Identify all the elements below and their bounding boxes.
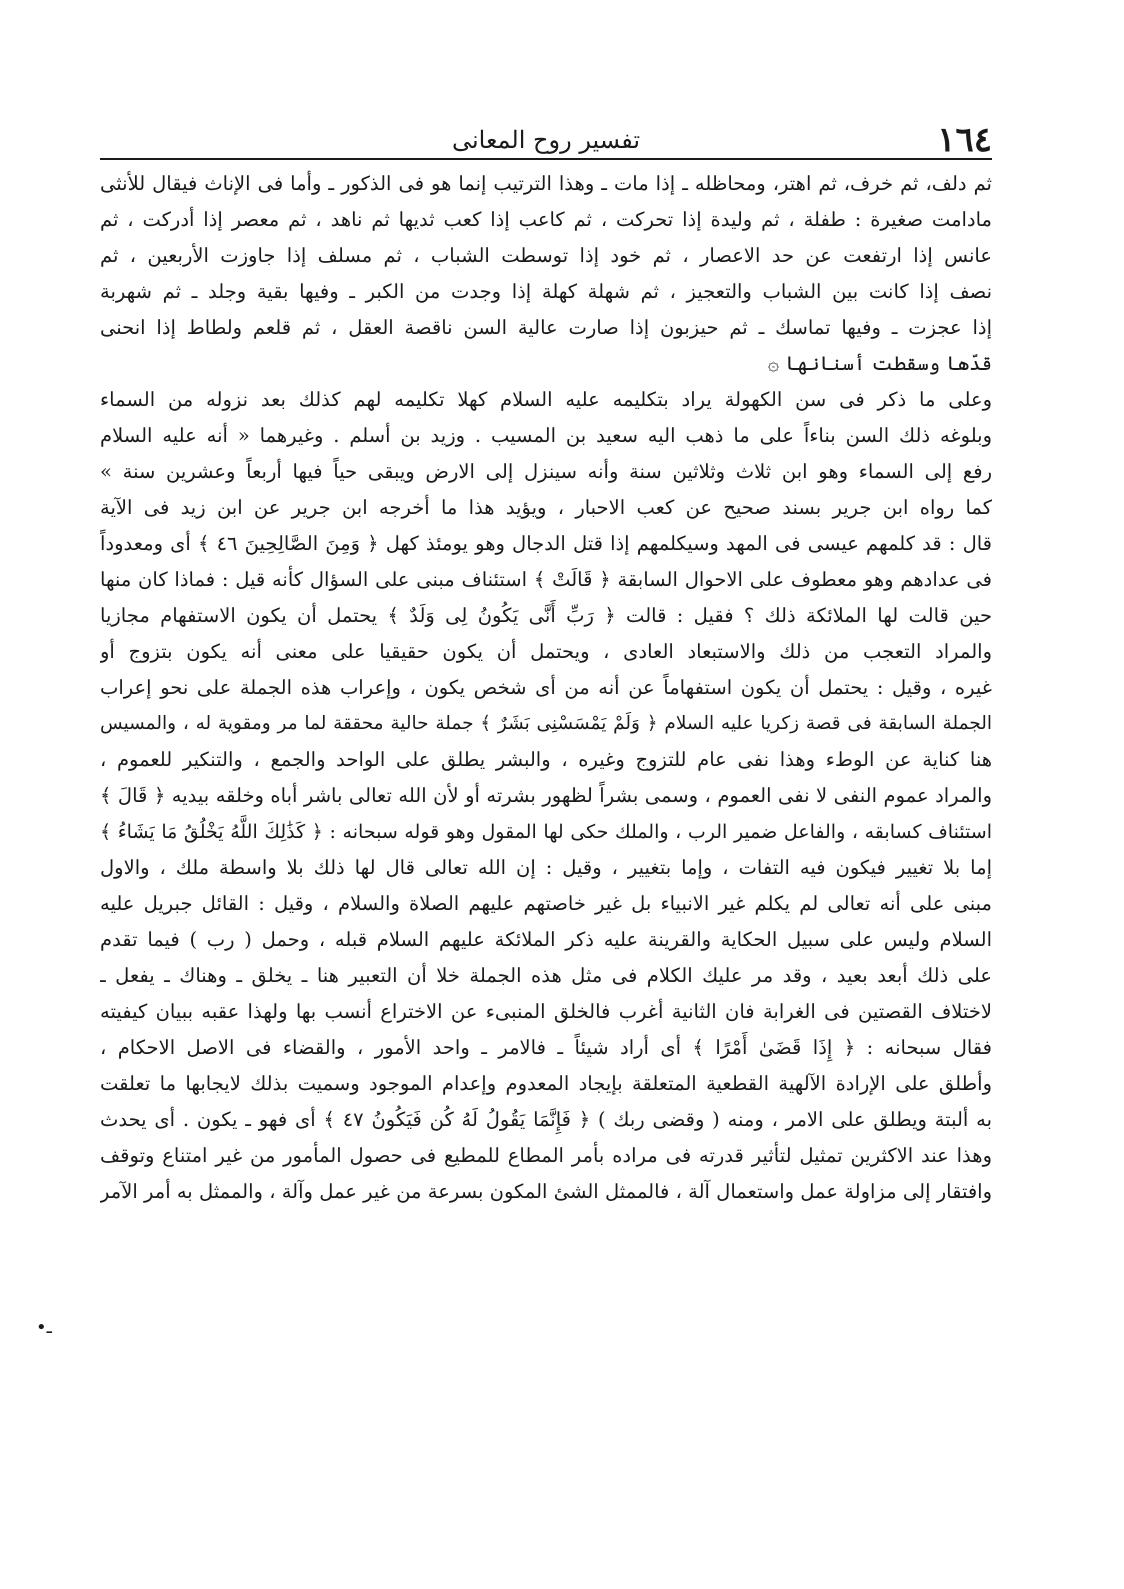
text-line: حين قالت لها الملائكة ذلك ؟ فقيل : قالت ﴿ رَبِّ أَنَّى يَكُونُ لِى وَلَدٌ ﴾ يحتمل أن يكون الاستفهام مجازيا — [100, 604, 992, 627]
text-line: إذا عجزت ـ وفيها تماسك ـ ثم حيزبون إذا صارت عالية السن ناقصة العقل ، ثم قلعم ولطاط إذا انحنى — [100, 316, 992, 339]
text-line: السلام وليس على سبيل الحكاية والقرينة عليه ذكر الملائكة عليهم السلام قبله ، وحمل ( رب ) فيما تقدم — [100, 928, 992, 951]
text-line: به ألبتة ويطلق على الامر ، ومنه ( وقضى ربك ) ﴿ فَإِنَّمَا يَقُولُ لَهُ كُن فَيَكُونُ ٤٧ ﴾ أى فهو ـ يكون . أى يحدث — [100, 1108, 992, 1131]
text-line: الجملة السابقة فى قصة زكريا عليه السلام ﴿ وَلَمْ يَمْسَسْنِى بَشَرٌ ﴾ جملة حالية محققة لما مر ومقوية له ، والمسيس — [100, 713, 992, 734]
text-line: عانس إذا ارتفعت عن حد الاعصار ، ثم خود إذا توسطت الشباب ، ثم مسلف إذا جاوزت الأربعين ، ثم — [100, 244, 992, 267]
text-line: وبلوغه ذلك السن بناءاً على ما ذهب اليه سعيد بن المسيب . وزيد بن أسلم . وغيرهما « أنه عليه السلام — [100, 424, 992, 447]
text-line: وهذا عند الاكثرين تمثيل لتأثير قدرته فى مراده بأمر المطاع للمطيع فى حصول المأمور من غير امتناع وتوقف — [100, 1144, 992, 1167]
text-line: فى عدادهم وهو معطوف على الاحوال السابقة ﴿ قَالَتْ ﴾ استئناف مبنى على السؤال كأنه قيل : فماذا كان منها — [100, 568, 992, 591]
text-line: كما رواه ابن جرير بسند صحيح عن كعب الاحبار ، ويؤيد هذا ما أخرجه ابن جرير عن ابن زيد فى الآية — [100, 496, 992, 519]
text-line: قال : قد كلمهم عيسى فى المهد وسيكلمهم إذا قتل الدجال وهو يومئذ كهل ﴿ وَمِنَ الصَّالِحِينَ ٤٦ ﴾ أى ومعدوداً — [100, 532, 992, 555]
text-line: والمراد عموم النفى لا نفى العموم ، وسمى بشراً لظهور بشرته أو لأن الله تعالى باشر أباه وخلقه بيديه ﴿ قَالَ ﴾ — [100, 784, 992, 807]
margin-mark: •ـ — [36, 1317, 52, 1338]
text-line: لاختلاف القصتين فى الغرابة فان الثانية أغرب فالخلق المنبىء عن الاختراع أنسب بها ولهذا عقبه ببيان كيفيته — [100, 1000, 992, 1023]
page-body — [100, 166, 992, 1210]
text-line: وافتقار إلى مزاولة عمل واستعمال آلة ، فالممثل الشئ المكون بسرعة من غير عمل وآلة ، والممثل به أمر الآمر — [100, 1180, 992, 1203]
running-title: تفسير روح المعانى — [451, 126, 641, 154]
text-line: هنا كناية عن الوطء وهذا نفى عام للتزوج وغيره ، والبشر يطلق على الواحد والجمع ، والتنكير للعموم ، — [100, 748, 992, 771]
text-line: مبنى على أنه تعالى لم يكلم غير الانبياء بل غير خاصتهم عليهم الصلاة والسلام ، وقيل : القائل جبريل عليه — [100, 892, 992, 915]
text-line: وأطلق على الإرادة الآلهية القطعية المتعلقة بإيجاد المعدوم وإعدام الموجود وسميت بذلك لايجابها ما تعلقت — [100, 1072, 992, 1095]
text-line: ثم دلف، ثم خرف، ثم اهتر، ومحاظله ـ إذا مات ـ وهذا الترتيب إنما هو فى الذكور ـ وأما فى الإناث فيقال للأنثى — [100, 172, 992, 195]
text-line: وعلى ما ذكر فى سن الكهولة يراد بتكليمه عليه السلام كهلا تكليمه لهم كذلك بعد نزوله من السماء — [100, 388, 992, 411]
text-line: استئناف كسابقه ، والفاعل ضمير الرب ، والملك حكى لها المقول وهو قوله سبحانه : ﴿ كَذَٰلِكَ اللَّهُ يَخْلُقُ مَا يَشَاءُ ﴾ — [100, 821, 992, 843]
header-rule — [100, 158, 992, 160]
page-number: ١٦٤ — [937, 120, 992, 160]
text-line: فقال سبحانه : ﴿ إِذَا قَضَىٰ أَمْرًا ﴾ أى أراد شيئاً ـ فالامر ـ واحد الأمور ، والقضاء فى الاصل الاحكام ، — [100, 1036, 992, 1059]
text-line: مادامت صغيرة : طفلة ، ثم وليدة إذا تحركت ، ثم كاعب إذا كعب ثديها ثم ناهد ، ثم معصر إذا أدركت ، ثم — [100, 208, 992, 231]
text-line: غيره ، وقيل : يحتمل أن يكون استفهاماً عن أنه من أى شخص يكون ، وإعراب هذه الجملة على نحو إعراب — [100, 676, 992, 699]
text-line: على ذلك أبعد بعيد ، وقد مر عليك الكلام فى مثل هذه الجملة خلا أن التعبير هنا ـ يخلق ـ وهناك ـ يفعل ـ — [100, 964, 992, 987]
text-line: نصف إذا كانت بين الشباب والتعجيز ، ثم شهلة كهلة إذا وجدت من الكبر ـ وفيها بقية وجلد ـ ثم شهربة — [100, 280, 992, 303]
text-line: إما بلا تغيير فيكون فيه التفات ، وإما بتغيير ، وقيل : إن الله تعالى قال لها ذلك بلا واسطة ملك ، والاول — [100, 856, 992, 879]
page-header — [100, 120, 992, 160]
text-line: رفع إلى السماء وهو ابن ثلاث وثلاثين سنة وأنه سينزل إلى الارض ويبقى حياً فيها أربعاً وعشرين سنة » — [100, 460, 992, 483]
text-line: والمراد التعجب من ذلك والاستبعاد العادى ، ويحتمل أن يكون حقيقيا على معنى أنه يكون بتزوج أو — [100, 640, 992, 663]
text-line: قدّها وسقطت أسنانها ۞ — [767, 352, 992, 375]
